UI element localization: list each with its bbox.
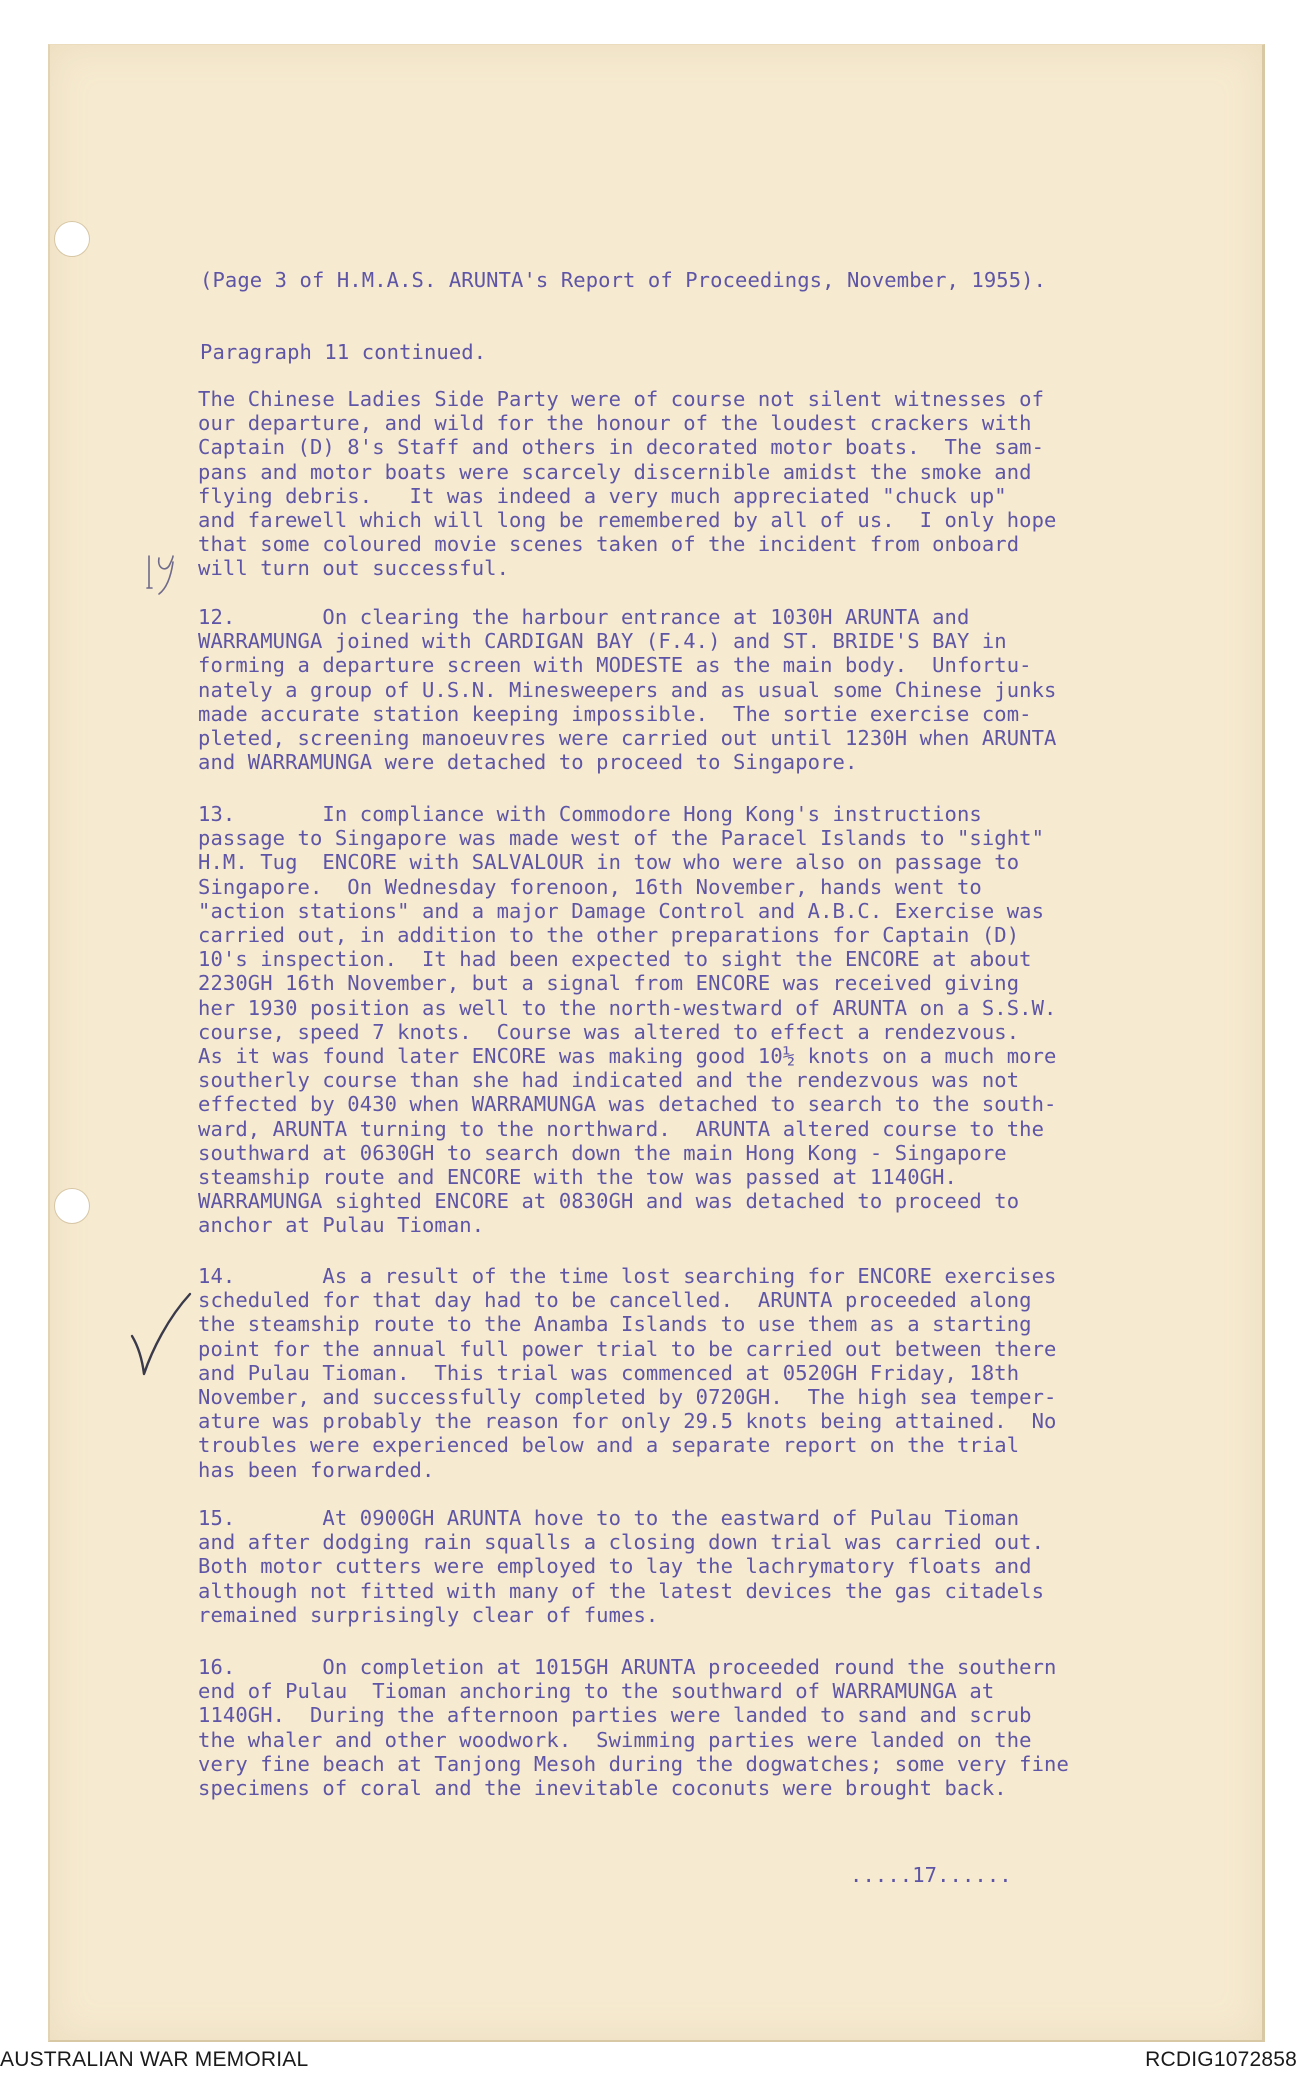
paragraph-12: 12. On clearing the harbour entrance at 1030H ARUNTA and WARRAMUNGA joined with CARDIGAN BAY (F.4.) and ST. BRIDE'S BAY in forming a departure screen with MODESTE as the main body. Unfortu- nately a group of U.S.N. Minesweepers and as usual some Chinese junks made accurate station keeping impossible. The sortie exercise com- pleted, screening manoeuvres were carried out until 1230H when ARUNTA and WARRAMUNGA were detached to proceed to Singapore.	[198, 605, 1057, 775]
next-page-marker: .....17......	[850, 1863, 1012, 1887]
handwritten-margin-note	[143, 548, 193, 598]
paragraph-15: 15. At 0900GH ARUNTA hove to to the eastward of Pulau Tioman and after dodging rain squalls a closing down trial was carried out. Both motor cutters were employed to lay the lachrymatory floats and although not fitted with many of the latest devices the gas citadels remained surprisingly clear of fumes.	[198, 1506, 1045, 1627]
paragraph-13: 13. In compliance with Commodore Hong Kong's instructions passage to Singapore was made west of the Paracel Islands to "sight" H.M. Tug ENCORE with SALVALOUR in tow who were also on passage to Singapore. On Wednesday forenoon, 16th November, hands went to "action stations" and a major Damage Control and A.B.C. Exercise was carried out, in addition to the other preparations for Captain (D) 10's inspection. It had been expected to sight the ENCORE at about 2230GH 16th November, but a signal from ENCORE was received giving her 1930 position as well to the north-westward of ARUNTA on a S.S.W. course, speed 7 knots. Course was altered to effect a rendezvous. As it was found later ENCORE was making good 10½ knots on a much more southerly course than she had indicated and the rendezvous was not effected by 0430 when WARRAMUNGA was detached to search to the south- ward, ARUNTA turning to the northward. ARUNTA altered course to the southward at 0630GH to search down the main Hong Kong - Singapore steamship route and ENCORE with the tow was passed at 1140GH. WARRAMUNGA sighted ENCORE at 0830GH and was detached to proceed to anchor at Pulau Tioman.	[198, 802, 1057, 1238]
archive-credit: AUSTRALIAN WAR MEMORIAL	[0, 2048, 309, 2071]
punch-hole-bottom	[54, 1188, 90, 1224]
archive-record-id: RCDIG1072858	[1145, 2048, 1297, 2071]
page-heading: (Page 3 of H.M.A.S. ARUNTA's Report of Proceedings, November, 1955).	[200, 268, 1047, 292]
punch-hole-top	[54, 221, 90, 257]
paragraph-continued-label: Paragraph 11 continued.	[200, 340, 487, 364]
paragraph-14: 14. As a result of the time lost searching for ENCORE exercises scheduled for that day had to be cancelled. ARUNTA proceeded along the steamship route to the Anamba Islands to use them as a starting point for the annual full power trial to be carried out between there and Pulau Tioman. This trial was commenced at 0520GH Friday, 18th November, and successfully completed by 0720GH. The high sea temper- ature was probably the reason for only 29.5 knots being attained. No troubles were experienced below and a separate report on the trial has been forwarded.	[198, 1264, 1057, 1482]
paragraph-11-continuation: The Chinese Ladies Side Party were of course not silent witnesses of our departure, and wild for the honour of the loudest crackers with Captain (D) 8's Staff and others in decorated motor boats. The sam- pans and motor boats were scarcely discernible amidst the smoke and flying debris. It was indeed a very much appreciated "chuck up" and farewell which will long be remembered by all of us. I only hope that some coloured movie scenes taken of the incident from onboard will turn out successful.	[198, 387, 1057, 581]
handwritten-checkmark	[128, 1290, 196, 1380]
paragraph-16: 16. On completion at 1015GH ARUNTA proceeded round the southern end of Pulau Tioman anchoring to the southward of WARRAMUNGA at 1140GH. During the afternoon parties were landed to sand and scrub the whaler and other woodwork. Swimming parties were landed on the very fine beach at Tanjong Mesoh during the dogwatches; some very fine specimens of coral and the inevitable coconuts were brought back.	[198, 1655, 1069, 1801]
